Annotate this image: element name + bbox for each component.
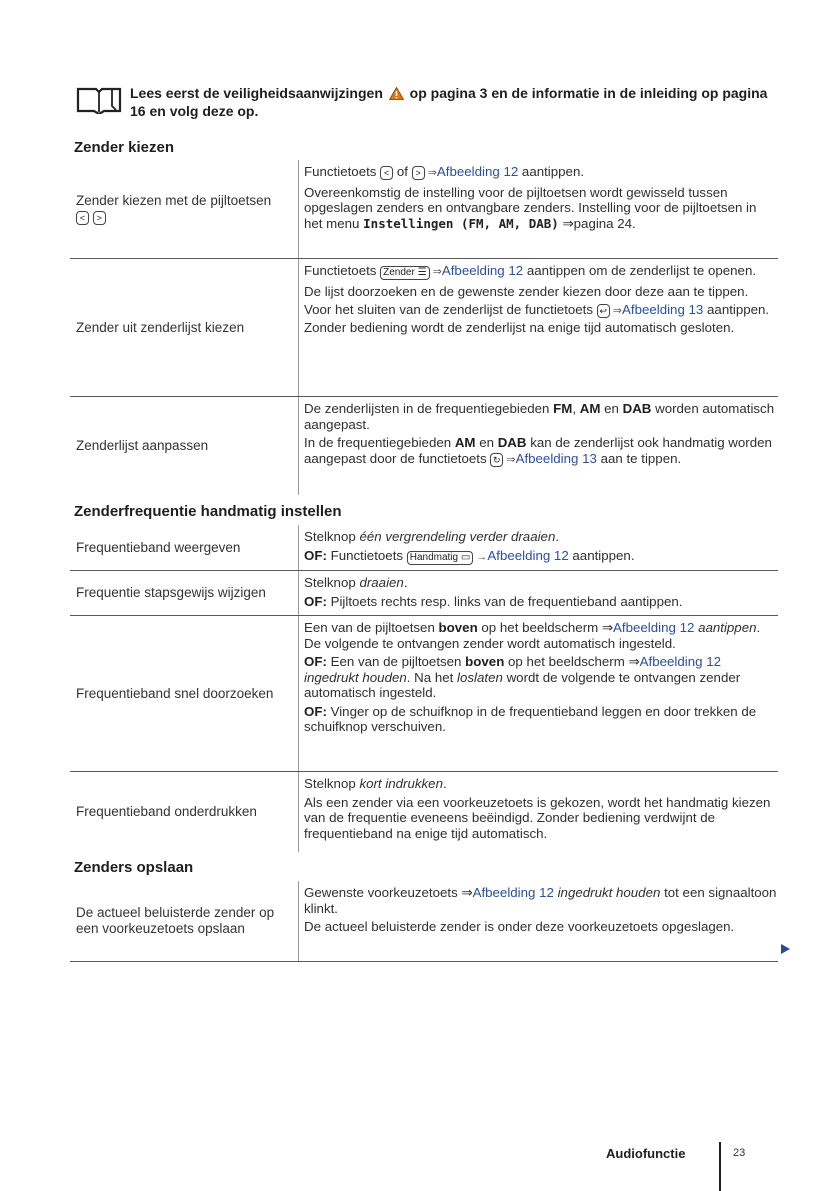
row-label: Zender kiezen met de pijltoetsen < > (76, 193, 272, 223)
row-label: Frequentie stapsgewijs wijzigen (76, 585, 266, 600)
page-number: 23 (733, 1147, 746, 1159)
row-label: De actueel beluisterde zender op een voorkeuzetoets opslaan (76, 905, 275, 936)
table-row (70, 616, 778, 772)
continue-arrow-icon (781, 944, 790, 954)
footer-divider (719, 1142, 721, 1191)
row-description: Functietoets < of > ⇒Afbeelding 12 aantippen. Overeenkomstig de instelling voor de pijltoetsen wordt gewisseld tussen opgeslagen zenders en ontvangbare zenders. Instelling voor de pijltoetsen in het menu Instellingen (FM, AM, DAB) ⇒pagina 24. (298, 160, 778, 258)
row-label: Frequentieband onderdrukken (76, 804, 257, 819)
left-arrow-key-icon: < (76, 211, 89, 225)
row-description: Gewenste voorkeuzetoets ⇒Afbeelding 12 ingedrukt houden tot een signaaltoon klinkt. De actueel beluisterde zender is onder deze voorkeuzetoets opgeslagen. (298, 881, 778, 961)
row-description: Stelknop kort indrukken. Als een zender via een voorkeuzetoets is gekozen, wordt het handmatig kiezen van de frequentie eveneens beëindigd. Zonder bediening verdwijnt de frequentieband na enige tijd automatisch. (298, 772, 778, 852)
figure-link[interactable]: Afbeelding 12 (639, 654, 721, 669)
table-row (70, 525, 778, 571)
zender-list-key-icon: Zender ☰ (380, 266, 429, 280)
row-description: Stelknop één vergrendeling verder draaien. OF: Functietoets Handmatig ▭ →Afbeelding 12 aantippen. (298, 525, 778, 570)
notice-text-end: op pagina 3 en de informatie in de inleiding op pagina 16 en volg deze op. (130, 85, 768, 119)
table-row (70, 397, 778, 495)
row-description: Stelknop draaien. OF: Pijltoets rechts resp. links van de frequentieband aantippen. (298, 571, 778, 615)
row-description: Functietoets Zender ☰ ⇒Afbeelding 12 aantippen om de zenderlijst te openen. De lijst doorzoeken en de gewenste zender kiezen door deze aan te tippen. Voor het sluiten van de zenderlijst de functietoets ↩ ⇒Afbeelding 13 aantippen. Zonder bediening wordt de zenderlijst na enige tijd automatisch gesloten. (298, 259, 778, 396)
figure-link[interactable]: Afbeelding 12 (487, 547, 569, 563)
figure-link[interactable]: Afbeelding 12 (472, 885, 554, 900)
table-zender-kiezen (70, 160, 778, 495)
handmatig-key-icon: Handmatig ▭ (407, 551, 474, 565)
section-title-handmatig: Zenderfrequentie handmatig instellen (74, 503, 342, 520)
table-row (70, 881, 778, 962)
section-title-zenders-opslaan: Zenders opslaan (74, 859, 194, 876)
book-icon (76, 86, 122, 114)
figure-link[interactable]: Afbeelding 12 (436, 164, 519, 179)
left-arrow-key-icon: < (380, 166, 393, 180)
table-row (70, 571, 778, 616)
back-key-icon: ↩ (597, 304, 610, 318)
figure-link[interactable]: Afbeelding 12 (613, 620, 695, 635)
right-arrow-key-icon: > (93, 211, 106, 225)
table-zenders-opslaan (70, 881, 778, 962)
row-label: Frequentieband weergeven (76, 539, 241, 555)
safety-notice (76, 84, 786, 120)
figure-link[interactable]: Afbeelding 12 (441, 263, 524, 278)
row-description: Een van de pijltoetsen boven op het beeldscherm ⇒Afbeelding 12 aantippen. De volgende te ontvangen zender wordt automatisch ingesteld. OF: Een van de pijltoetsen boven op het beeldscherm ⇒Afbeelding 12 ingedrukt houden. Na het loslaten wordt de volgende te ontvangen zender automatisch ingesteld. OF: Vinger op de schuifknop in de frequentieband leggen en door trekken de schuifknop verschuiven. (298, 616, 778, 771)
table-row (70, 160, 778, 259)
notice-text-start: Lees eerst de veiligheidsaanwijzingen (130, 85, 387, 101)
refresh-key-icon: ↻ (490, 453, 503, 467)
section-title-zender-kiezen: Zender kiezen (74, 139, 175, 156)
row-label: Zenderlijst aanpassen (76, 438, 209, 453)
table-handmatig (70, 525, 778, 852)
chapter-title: Audiofunctie (606, 1146, 686, 1161)
menu-path: Instellingen (FM, AM, DAB) (363, 215, 559, 231)
table-row (70, 259, 778, 397)
right-arrow-key-icon: > (412, 166, 425, 180)
row-label: Zender uit zenderlijst kiezen (76, 319, 245, 335)
row-label: Frequentieband snel doorzoeken (76, 685, 274, 701)
row-description: De zenderlijsten in de frequentiegebieden FM, AM en DAB worden automatisch aangepast. In de frequentiegebieden AM en DAB kan de zenderlijst ook handmatig worden aangepast door de functietoets ↻ ⇒Afbeelding 13 aan te tippen. (298, 397, 778, 495)
table-row (70, 772, 778, 852)
figure-link[interactable]: Afbeelding 13 (622, 302, 704, 317)
warning-triangle-icon (389, 87, 404, 100)
figure-link[interactable]: Afbeelding 13 (515, 450, 597, 466)
